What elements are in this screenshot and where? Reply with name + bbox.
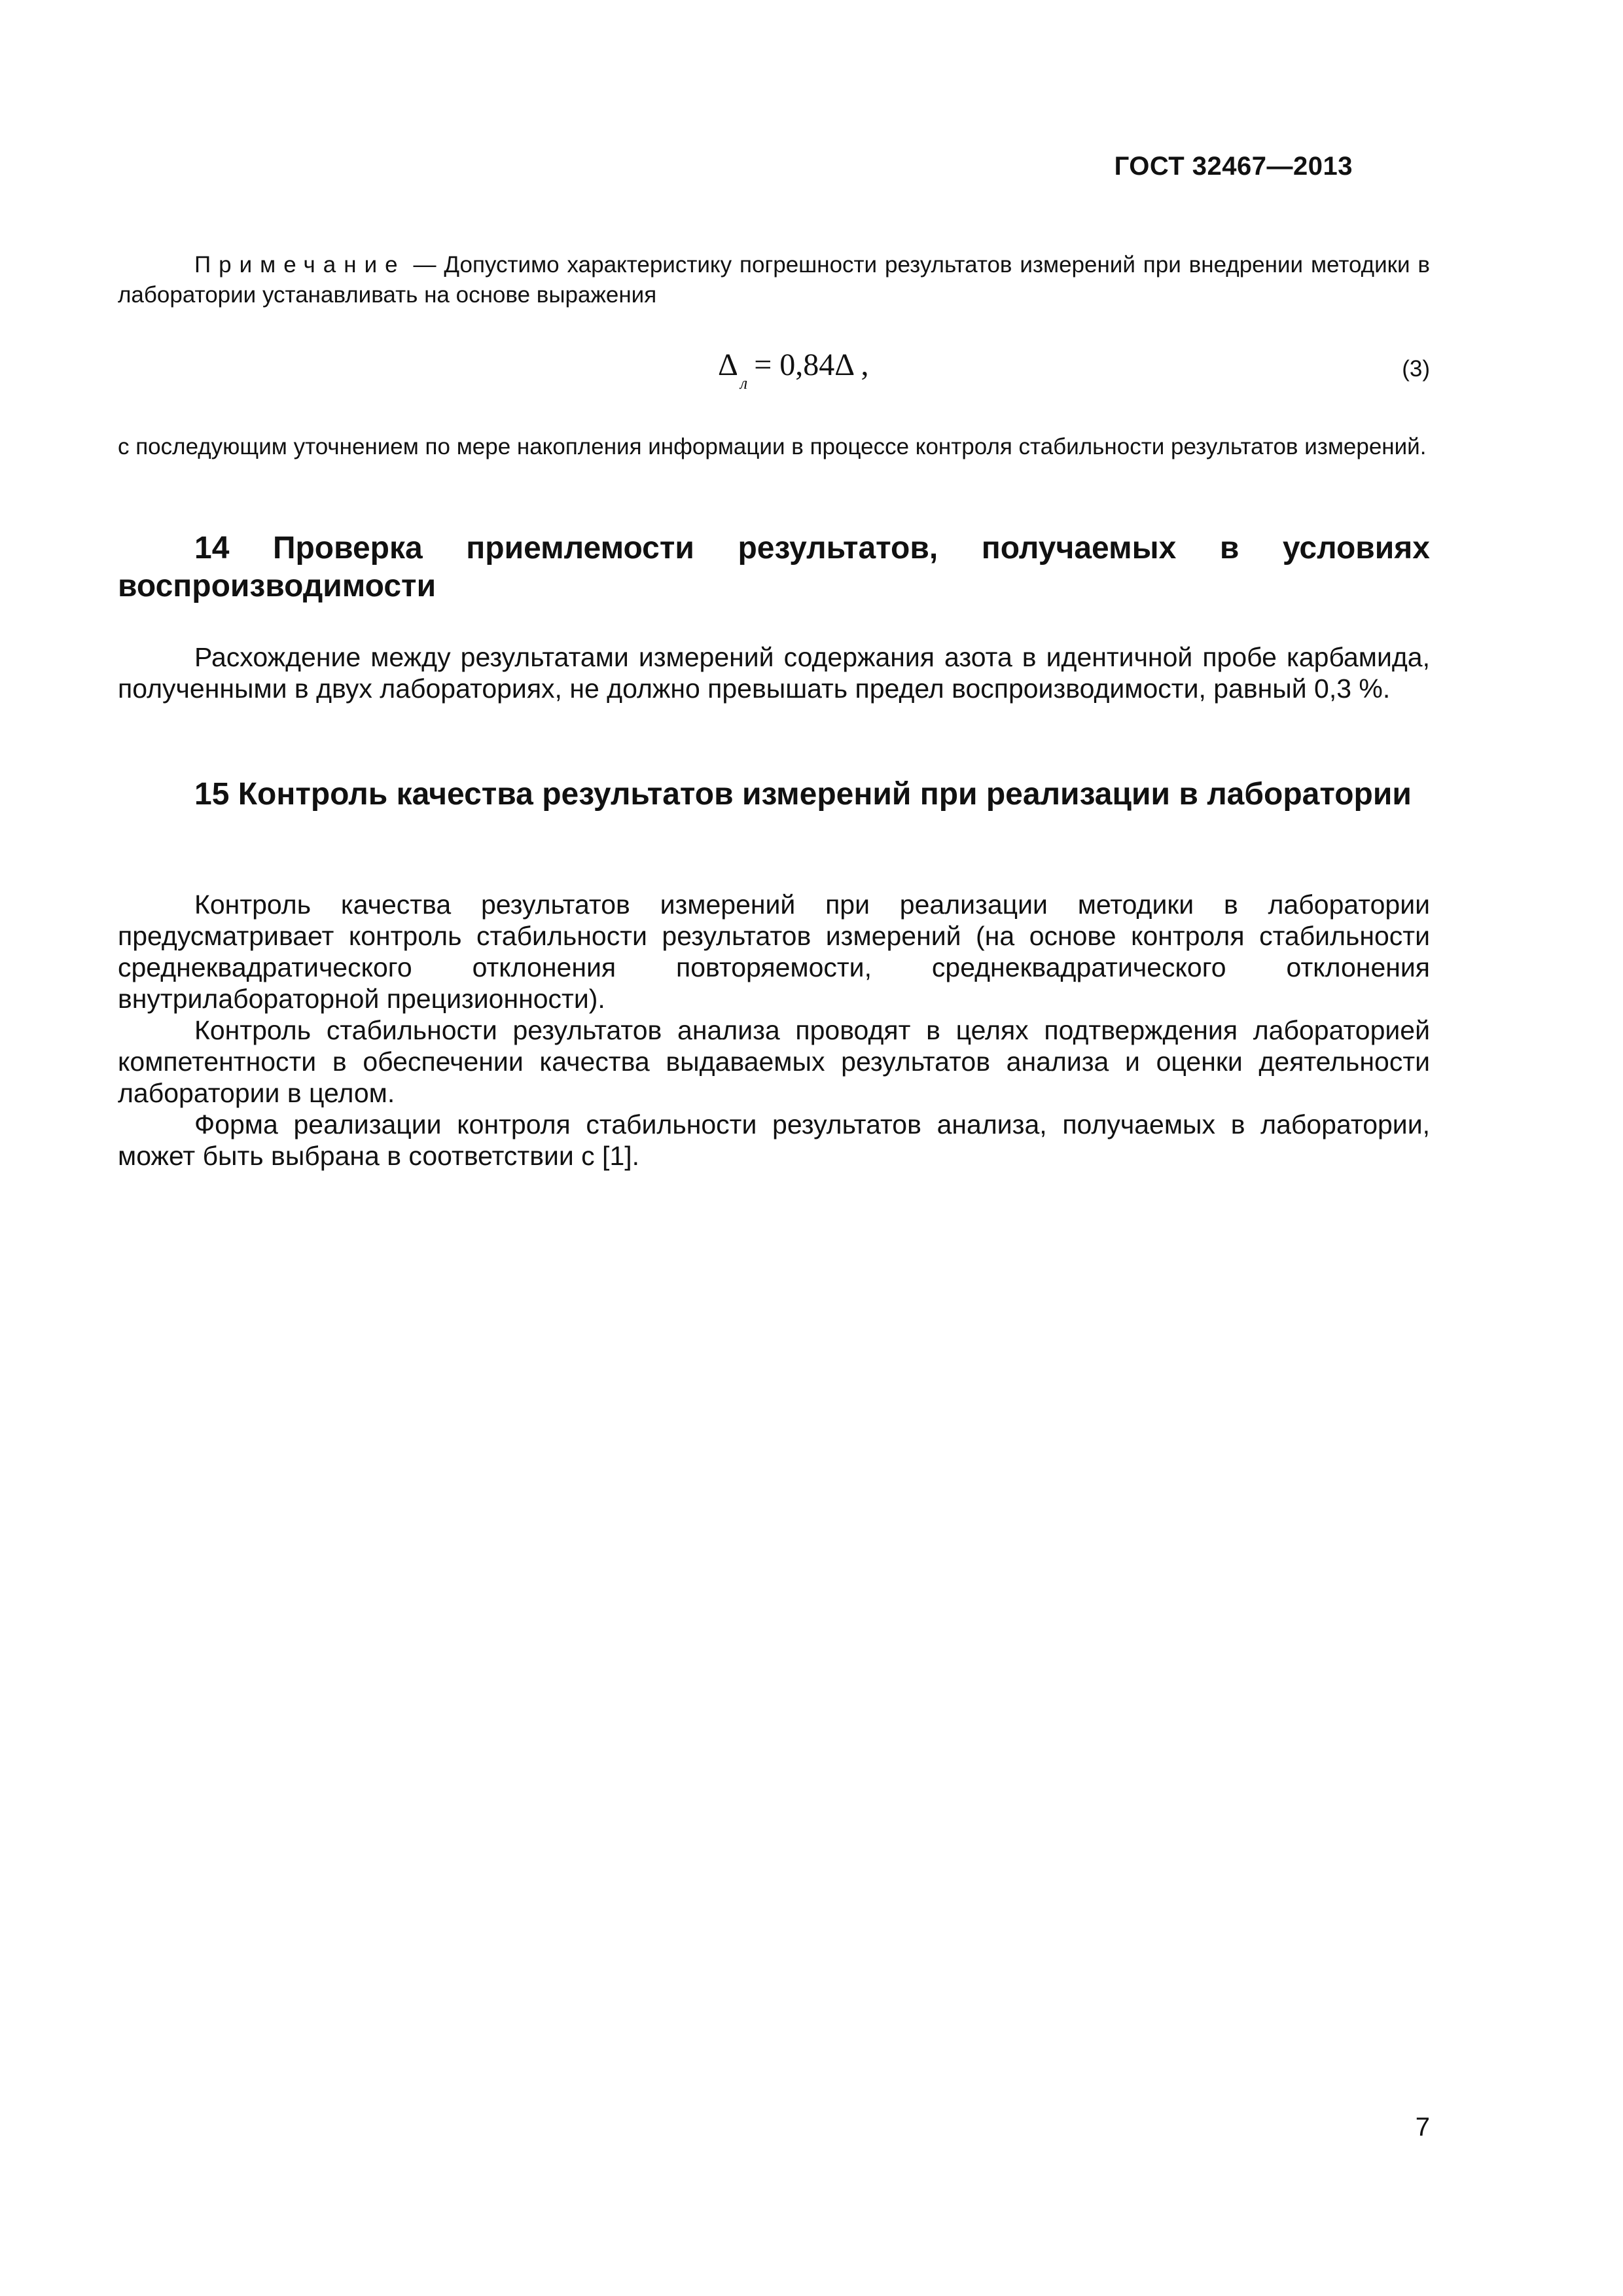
note-text: — Допустимо характеристику погрешности результатов измерений при внедрении методики в лаборатории устанавливать на основе выражения: [118, 252, 1430, 308]
section-14-heading: [118, 529, 1430, 605]
paragraph: Контроль качества результатов измерений при реализации методики в лаборатории предусматривает контроль стабильности результатов измерений (на основе контроля стабильности среднеквадратического отклонения повторяемости, среднеквадратического отклонения внутрилабораторной прецизионности).: [118, 889, 1430, 1014]
formula-rhs: = 0,84Δ ,: [754, 348, 869, 382]
section-14-body: [118, 641, 1430, 704]
note-continuation: с последующим уточнением по мере накопления информации в процессе контроля стабильности результатов измерений.: [118, 434, 1427, 459]
formula-subscript: л: [740, 373, 748, 393]
formula: [718, 347, 869, 393]
paragraph: Форма реализации контроля стабильности результатов анализа, получаемых в лаборатории, может быть выбрана в соответствии с [1].: [118, 1109, 1430, 1171]
note-label: Примечание: [194, 252, 406, 278]
formula-lhs: Δ: [718, 348, 738, 382]
section-15-heading: [118, 776, 1430, 814]
formula-number: (3): [1402, 356, 1430, 382]
paragraph: Расхождение между результатами измерений содержания азота в идентичной пробе карбамида, полученными в двух лабораториях, не должно превышать предел воспроизводимости, равный 0,3 %.: [118, 642, 1430, 704]
formula-row: [118, 340, 1430, 406]
paragraph: Контроль стабильности результатов анализа проводят в целях подтверждения лабораторией компетентности в обеспечении качества выдаваемых результатов анализа и оценки деятельности лаборатории в целом.: [118, 1015, 1430, 1108]
note-block: [118, 250, 1430, 310]
section-14-title: Проверка приемлемости результатов, получаемых в условиях воспроизводимости: [118, 531, 1431, 603]
section-15-number: 15: [194, 777, 230, 812]
section-15-title: Контроль качества результатов измерений при реализации в лаборатории: [238, 777, 1412, 812]
section-15-body: [118, 889, 1430, 1172]
page-number: 7: [1415, 2113, 1430, 2142]
document-code: ГОСТ 32467—2013: [1114, 152, 1353, 181]
section-14-number: 14: [194, 531, 230, 565]
